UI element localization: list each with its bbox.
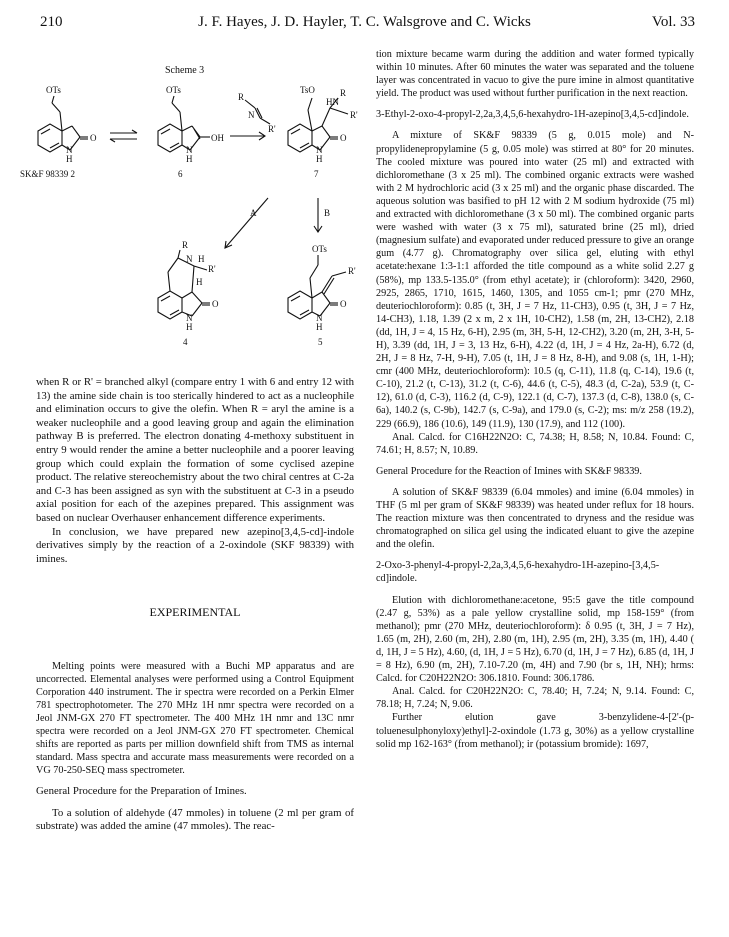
label-compound-2: SK&F 98339 2 — [20, 169, 76, 179]
label-o-2: O — [90, 133, 97, 143]
label-n-2: N — [66, 145, 73, 155]
label-rprime-5: R' — [348, 266, 356, 276]
label-h-4b: H — [196, 277, 203, 287]
page-number: 210 — [40, 14, 63, 30]
benzylidene-text: Further elution gave 3-benzylidene-4-[2'-(p-toluenesulphonyloxy)ethyl]-2-oxindole (1.73 g, 30%) as a yellow crystalline solid mp 162-163° (from methanol); ir (potassium bromide): 1697, — [376, 712, 694, 750]
label-ots-6: OTs — [166, 85, 181, 95]
ethyl-procedure-text: A mixture of SK&F 98339 (5 g, 0.015 mole) and N-propylidenepropylamine (5 g, 0.05 mole) was stirred at 80° for 20 minutes. The cooled mixture was poured into water (25 ml) and extracted with dichloromethane (3 x 25 ml). The combined organic extracts were washed with 2 M hydrochloric acid (3 x 25 ml) and the organic phase discarded. The aqueous solution was basified to pH 12 with 2 M sodium hydroxide (75 ml) and extracted with dichloromethane (3 x 50 ml). The combined organic parts were washed with water (3 x 75 ml), saturated brine (25 ml), dried (magnesium sulfate) and evaporated under reduced pressure to give an orange gum (4.77 g). Chromatography over silica gel, eluting with ethyl acetate:hexane 1:3-1:1 afforded the title compound as a white solid 2.27 g (58%), mp 133.5-135.0° (from ethyl acetate); ir (chloroform): 3420, 2960, 2925, 2865, 1710, 1615, 1460, 1305, and 1055 cm-1; pmr (270 MHz, deuteriochloroform): 0.85 (t, 3H, J = 7 Hz, 11-CH3), 0.95 (t, 3H, J = 7 Hz, 14-CH3), 1.18, 1.39 (2 x m, 2 x 1H, 10-CH2), 1.58 (m, 2H, 13-CH2), 2.18 (dd, 1H, J = 4, 15 Hz, 6-H), 2.95 (m, 3H, 5-H, 12-CH2), 3.20 (m, 2H, 3-H, 5-H), 3.39 (dd, 1H, J = 3, 13 Hz, 6-H), 4.22 (d, 1H, J = 4 Hz, 2a-H), 6.72 (d, 2H, J = 8 Hz, 7-H, 9-H), 7.05 (t, 1H, J = 8 Hz, 8-H), and 9.08 (s, 1H, 1-H); cmr (400 MHz, deuteriochloroform): 10.5 (q, C-11), 11.8 (q, C-14), 19.6 (t, C-10), 21.2 (t, C-13), 31.2 (t, C-6), 44.6 (t, C-5), 48.3 (d, C-2a), 53.9 (t, C-12), 61.0 (d, C-3), 116.2 (d, C-9), 122.1 (d, C-7), 137.3 (d, C-8), 138.0 (s, C-6a), 140.2 (s, C-9b), 142.7 (s, C-9a), and 179.0 (s, C-2); ms: m/z 258 (19.2), 229 (66.9), 186 (10.6), 149 (11.9), 130 (17.9), and 112 (100). — [376, 130, 694, 430]
label-hn-7: HN — [326, 97, 339, 107]
imine-procedure-text: To a solution of aldehyde (47 mmoles) in toluene (2 ml per gram of substrate) was added the amine (47 mmoles). The reac- — [36, 806, 354, 833]
experimental-heading: EXPERIMENTAL — [149, 605, 241, 620]
imine-procedure-heading: General Procedure for the Preparation of Imines. — [36, 784, 247, 797]
imine-procedure-continued: tion mixture became warm during the addition and water formed typically within 10 minutes. After 60 minutes the water was separated and the toluene layer was concentrated in vacuo to give the pure imine in almost quantitative yield. The product was used without further purification in the next reaction. — [376, 49, 694, 100]
label-h-4c: H — [186, 322, 193, 332]
scheme-title: Scheme 3 — [165, 65, 205, 76]
label-compound-5: 5 — [318, 337, 323, 347]
label-o-7: O — [340, 133, 347, 143]
label-n-4: N — [186, 254, 193, 264]
label-n-5: N — [316, 313, 323, 323]
label-r-imine: R — [238, 92, 245, 102]
label-rprime-7: R' — [350, 110, 358, 120]
ethyl-analysis: Anal. Calcd. for C16H22N2O: C, 74.38; H, 8.58; N, 10.84. Found: C, 74.61; H, 8.57; N, 10.89. — [376, 431, 694, 456]
label-ots-5: OTs — [312, 244, 327, 254]
label-h-6: H — [186, 154, 193, 164]
label-r-7: R — [340, 88, 347, 98]
molecule-7 — [288, 98, 348, 152]
label-ots-2: OTs — [46, 85, 61, 95]
label-o-4: O — [212, 299, 219, 309]
molecule-skf98339 — [38, 96, 88, 152]
label-compound-4: 4 — [183, 337, 188, 347]
label-h-2: H — [66, 154, 73, 164]
label-h-4a: H — [198, 254, 205, 264]
molecule-5 — [288, 255, 346, 319]
discussion-paragraph: when R or R' = branched alkyl (compare entry 1 with 6 and entry 12 with 13) the amine side chain is too sterically hindered to act as a nucleophile and elimination occurs to give the olefin. When R = aryl the amine is a weaker nucleophile and a good leaving group and again the elimination pathway B is preferred. The electron donating 4-methoxy substituent in entry 9 would render the amine a better nucleophile and a poorer leaving group which could explain the formation of some cyclised azepine product. The relative stereochemistry about the two chiral centres at C-2a and C-3 has been assigned as syn with the substituent at C-3 in a pseudo axial position for each of the azepines prepared. This assignment was based on nuclear Overhauser enhancement difference experiments. — [36, 376, 354, 524]
phenyl-analysis: Anal. Calcd. for C20H22N2O: C, 78.40; H, 7.24; N, 9.14. Found: C, 78.18; H, 7.24; N, 9.06. — [376, 686, 694, 711]
right-column — [376, 48, 694, 751]
phenyl-procedure-text: Elution with dichloromethane:acetone, 95:5 gave the title compound (2.47 g, 53%) as a pale yellow crystalline solid, mp 158-159° (from methanol); pmr (270 MHz, deuteriochloroform): δ 0.95 (t, 3H, J = 7 Hz), 1.65 (m, 2H), 2.60 (m, 2H), 2.80 (m, 1H), 2.95 (m, 2H), 3.35 (m, 1H), 4.40 ( d, 1H, J = 5 Hz), 4.60, (d, 1H, J = 5 Hz), 6.70 (d, 1H, J = 7 Hz), 6.85 (d, 1H, J = 8 Hz), 6.90 (m, 2H), 7.10-7.20 (m, 4H) and 7.90 (br s, 1H, NH); hrms: Calcd. for C20H22N2O: 306.1810. Found: 306.1786. — [376, 594, 694, 685]
running-authors: J. F. Hayes, J. D. Hayler, T. C. Walsgrove and C. Wicks — [198, 14, 531, 30]
label-h-7: H — [316, 154, 323, 164]
left-column — [36, 376, 354, 834]
label-n-4b: N — [186, 313, 193, 323]
label-path-b: B — [324, 208, 331, 218]
label-oh-6: OH — [211, 133, 224, 143]
volume-label: Vol. 33 — [651, 14, 695, 30]
compound-heading-phenyl: 2-Oxo-3-phenyl-4-propyl-2,2a,3,4,5,6-hexahydro-1H-azepino-[3,4,5-cd]indole. — [376, 560, 660, 585]
label-rprime-imine: R' — [268, 124, 276, 134]
label-r-4: R — [182, 240, 189, 250]
molecule-6 — [158, 96, 210, 152]
label-compound-6: 6 — [178, 169, 183, 179]
conclusion-paragraph: In conclusion, we have prepared new azepino[3,4,5-cd]-indole derivatives simply by the reaction of a 2-oxindole (SKF 98339) with imines. — [36, 525, 354, 565]
general-reaction-heading: General Procedure for the Reaction of Imines with SK&F 98339. — [376, 465, 642, 477]
label-o-5: O — [340, 299, 347, 309]
label-h-5: H — [316, 322, 323, 332]
general-reaction-text: A solution of SK&F 98339 (6.04 mmoles) and imine (6.04 mmoles) in THF (5 ml per gram of SK&F 98339) was heated under reflux for 18 hours. The reaction mixture was then concentrated to dryness and the residue was chromatographed on silica gel using the indicated eluant to give the azepine and the olefin. — [376, 486, 694, 551]
label-n-7: N — [316, 145, 323, 155]
label-path-a: A — [250, 208, 257, 218]
label-compound-7: 7 — [314, 169, 319, 179]
label-n-imine: N — [248, 110, 255, 120]
label-tso-7: TsO — [300, 85, 315, 95]
compound-heading-ethyl: 3-Ethyl-2-oxo-4-propyl-2,2a,3,4,5,6-hexahydro-1H-azepino[3,4,5-cd]indole. — [376, 109, 689, 121]
methods-paragraph: Melting points were measured with a Buchi MP apparatus and are uncorrected. Elemental analyses were performed using a Control Equipment Corporation 440 instrument. The ir spectra were recorded on a Perkin Elmer 781 spectrophotometer. The 270 MHz 1H nmr spectra were recorded on a Jeol JNM-GX 270 FT spectrometer. The 400 MHz 1H nmr and 13C nmr spectra were recorded on a Jeol JNM-GX 270 FT spectrometer. Chemical shifts are reported as parts per million downfield shift from TMS as internal standard. Mass spectra and accurate mass measurements were recorded on a VG 70-250-SEQ mass spectrometer. — [36, 660, 354, 776]
label-rprime-4: R' — [208, 264, 216, 274]
label-n-6: N — [186, 145, 193, 155]
